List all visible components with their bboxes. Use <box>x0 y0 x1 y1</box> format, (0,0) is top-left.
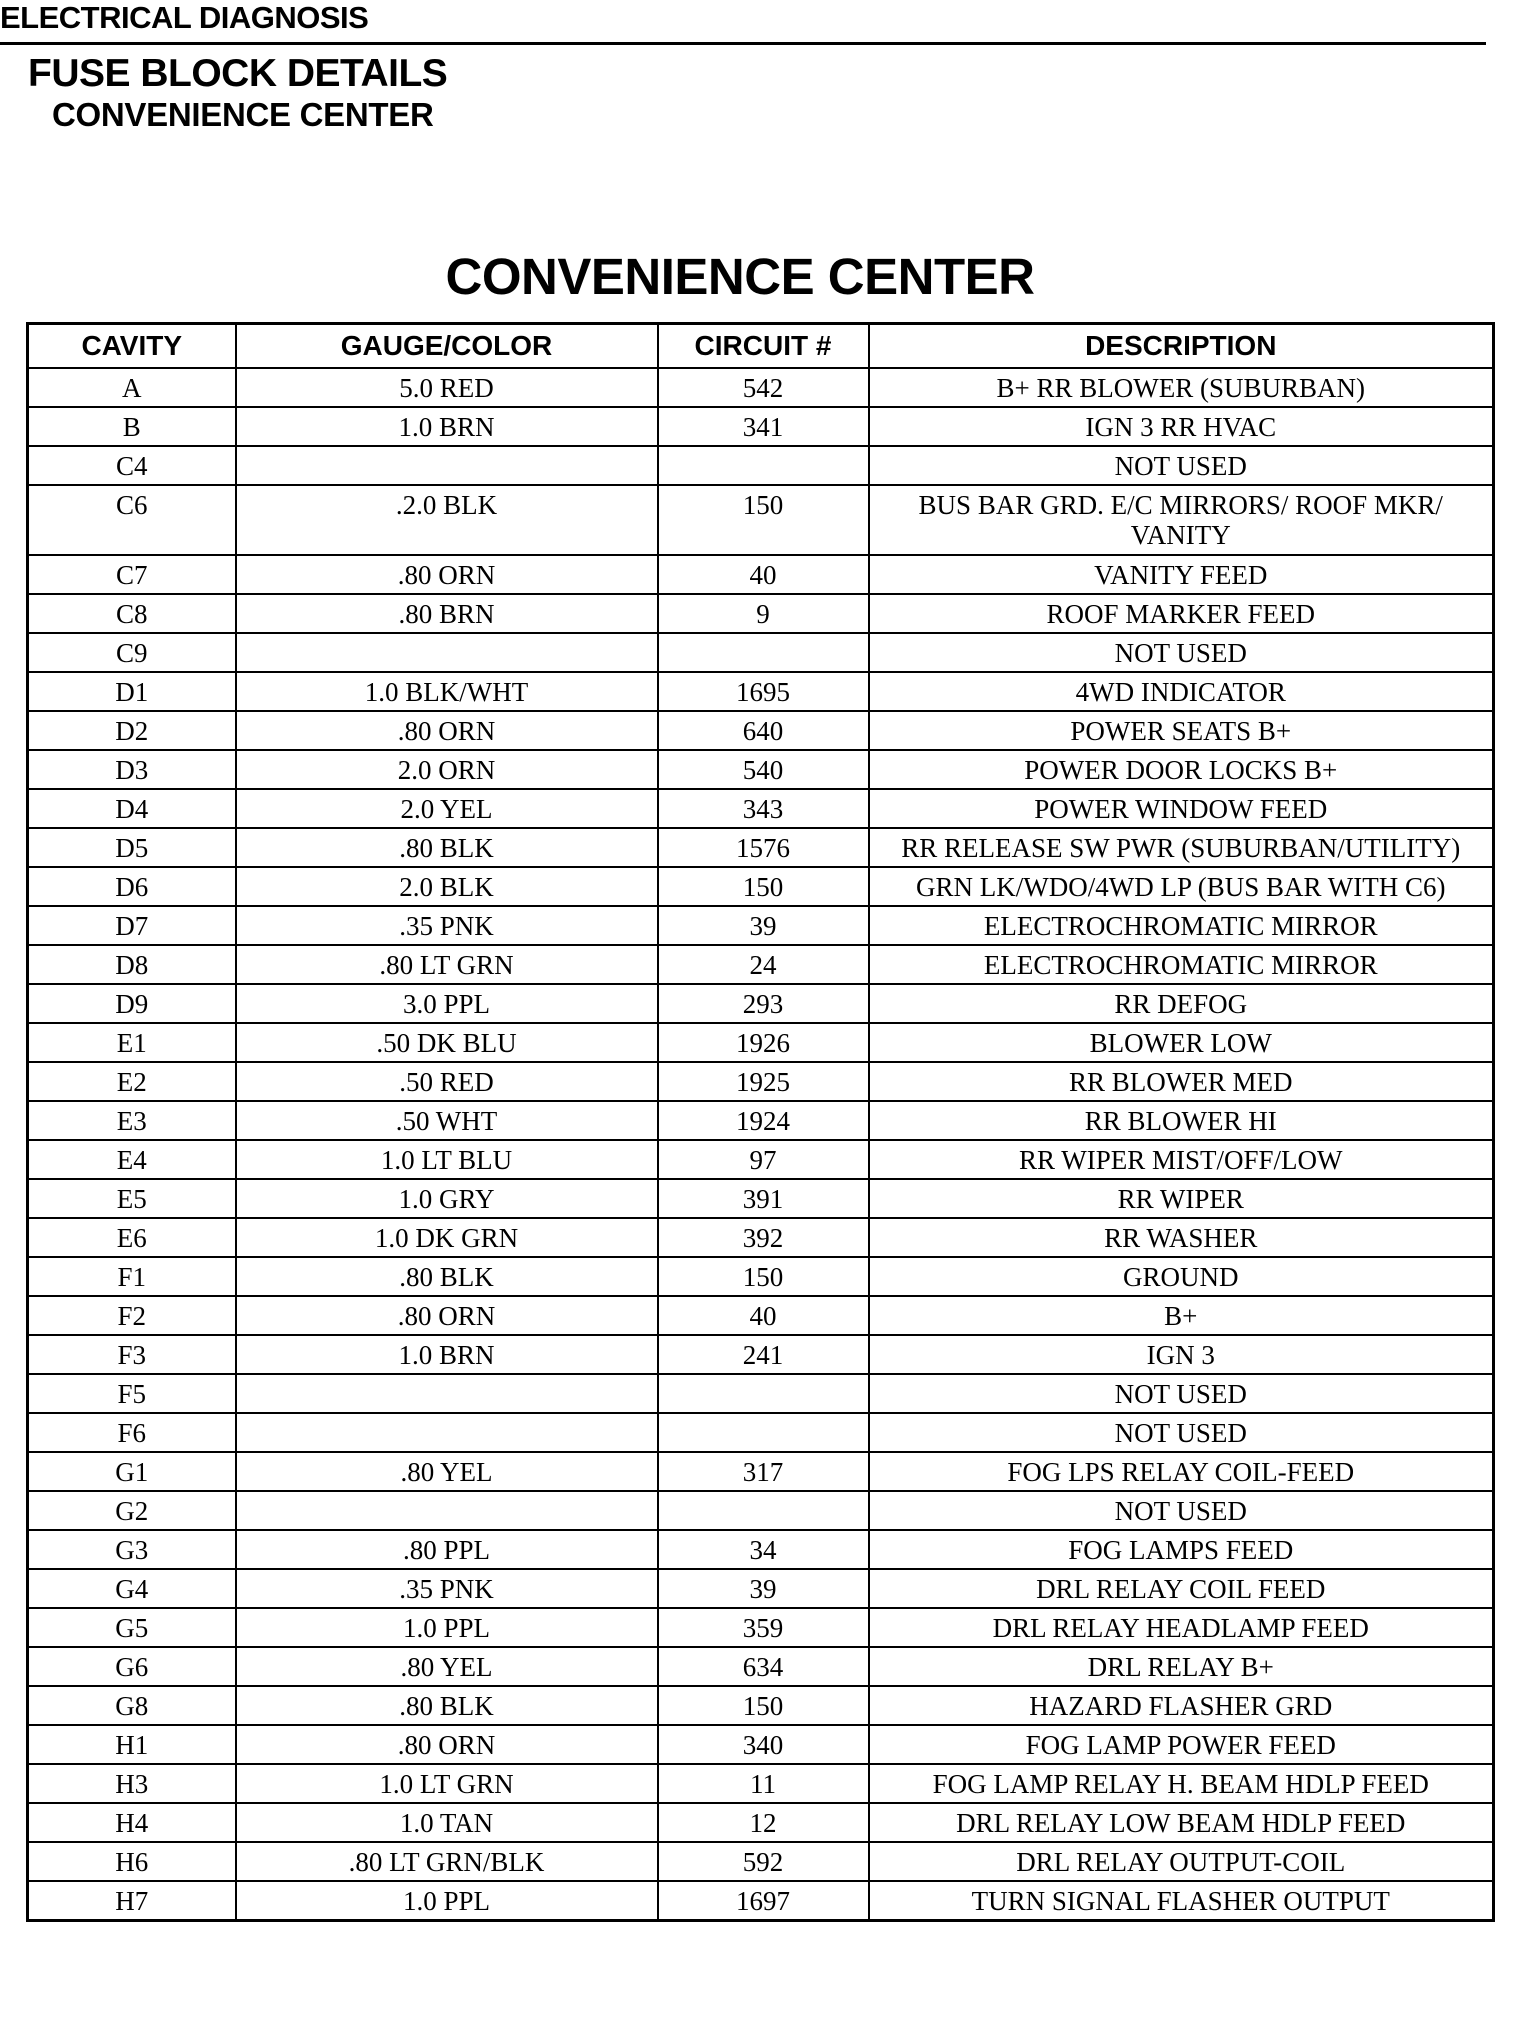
description-cell: IGN 3 RR HVAC <box>869 407 1494 446</box>
cavity-cell: G3 <box>28 1530 236 1569</box>
description-cell: NOT USED <box>869 1413 1494 1452</box>
circuit-cell <box>658 1491 869 1530</box>
cavity-cell: F3 <box>28 1335 236 1374</box>
description-cell: TURN SIGNAL FLASHER OUTPUT <box>869 1881 1494 1921</box>
table-row <box>28 1023 1494 1062</box>
cavity-cell: G5 <box>28 1608 236 1647</box>
gauge-color-cell: 2.0 BLK <box>236 867 658 906</box>
gauge-color-cell: .80 PPL <box>236 1530 658 1569</box>
description-cell: ELECTROCHROMATIC MIRROR <box>869 945 1494 984</box>
cavity-cell: G4 <box>28 1569 236 1608</box>
column-header-circuit: CIRCUIT # <box>658 324 869 369</box>
circuit-cell <box>658 446 869 485</box>
gauge-color-cell: .80 BLK <box>236 828 658 867</box>
gauge-color-cell: 2.0 YEL <box>236 789 658 828</box>
circuit-cell <box>658 1374 869 1413</box>
gauge-color-cell: .80 LT GRN <box>236 945 658 984</box>
table-row <box>28 1179 1494 1218</box>
gauge-color-cell: .80 LT GRN/BLK <box>236 1842 658 1881</box>
table-row <box>28 1140 1494 1179</box>
description-cell: POWER SEATS B+ <box>869 711 1494 750</box>
description-cell: FOG LAMP RELAY H. BEAM HDLP FEED <box>869 1764 1494 1803</box>
gauge-color-cell: 1.0 BRN <box>236 407 658 446</box>
table-row <box>28 1686 1494 1725</box>
table-row <box>28 672 1494 711</box>
circuit-cell <box>658 633 869 672</box>
cavity-cell: B <box>28 407 236 446</box>
description-cell: RR BLOWER HI <box>869 1101 1494 1140</box>
table-row <box>28 984 1494 1023</box>
cavity-cell: G1 <box>28 1452 236 1491</box>
description-cell: BUS BAR GRD. E/C MIRRORS/ ROOF MKR/ VANITY <box>869 485 1494 555</box>
circuit-cell: 317 <box>658 1452 869 1491</box>
table-row <box>28 906 1494 945</box>
description-cell: DRL RELAY HEADLAMP FEED <box>869 1608 1494 1647</box>
circuit-cell: 340 <box>658 1725 869 1764</box>
description-cell: POWER WINDOW FEED <box>869 789 1494 828</box>
description-cell: POWER DOOR LOCKS B+ <box>869 750 1494 789</box>
circuit-cell: 540 <box>658 750 869 789</box>
cavity-cell: E2 <box>28 1062 236 1101</box>
table-row <box>28 1725 1494 1764</box>
cavity-cell: C9 <box>28 633 236 672</box>
circuit-cell: 34 <box>658 1530 869 1569</box>
cavity-cell: D2 <box>28 711 236 750</box>
circuit-cell: 150 <box>658 1257 869 1296</box>
gauge-color-cell: .35 PNK <box>236 906 658 945</box>
cavity-cell: F2 <box>28 1296 236 1335</box>
circuit-cell: 392 <box>658 1218 869 1257</box>
gauge-color-cell: 5.0 RED <box>236 368 658 407</box>
table-row <box>28 711 1494 750</box>
table-row <box>28 594 1494 633</box>
circuit-cell: 343 <box>658 789 869 828</box>
table-row <box>28 633 1494 672</box>
gauge-color-cell: .50 DK BLU <box>236 1023 658 1062</box>
cavity-cell: C7 <box>28 555 236 594</box>
table-row <box>28 789 1494 828</box>
description-cell: DRL RELAY B+ <box>869 1647 1494 1686</box>
table-body <box>28 368 1494 1921</box>
gauge-color-cell: .2.0 BLK <box>236 485 658 555</box>
circuit-cell: 592 <box>658 1842 869 1881</box>
circuit-cell: 1697 <box>658 1881 869 1921</box>
description-cell: DRL RELAY COIL FEED <box>869 1569 1494 1608</box>
circuit-cell: 1576 <box>658 828 869 867</box>
table-title: CONVENIENCE CENTER <box>445 248 1035 305</box>
table-row <box>28 1101 1494 1140</box>
description-cell: GRN LK/WDO/4WD LP (BUS BAR WITH C6) <box>869 867 1494 906</box>
gauge-color-cell: 1.0 LT BLU <box>236 1140 658 1179</box>
gauge-color-cell: .35 PNK <box>236 1569 658 1608</box>
description-cell: B+ <box>869 1296 1494 1335</box>
gauge-color-cell: 1.0 PPL <box>236 1881 658 1921</box>
circuit-cell: 40 <box>658 555 869 594</box>
table-row <box>28 485 1494 555</box>
description-cell: RR RELEASE SW PWR (SUBURBAN/UTILITY) <box>869 828 1494 867</box>
circuit-cell: 391 <box>658 1179 869 1218</box>
circuit-cell: 150 <box>658 485 869 555</box>
gauge-color-cell: 1.0 DK GRN <box>236 1218 658 1257</box>
page-subtitle: CONVENIENCE CENTER <box>52 96 434 133</box>
circuit-cell: 359 <box>658 1608 869 1647</box>
column-header-description: DESCRIPTION <box>869 324 1494 369</box>
table-row <box>28 1062 1494 1101</box>
gauge-color-cell: .80 ORN <box>236 555 658 594</box>
circuit-cell: 640 <box>658 711 869 750</box>
circuit-cell: 97 <box>658 1140 869 1179</box>
circuit-cell: 24 <box>658 945 869 984</box>
cavity-cell: C8 <box>28 594 236 633</box>
description-cell: B+ RR BLOWER (SUBURBAN) <box>869 368 1494 407</box>
page-title: FUSE BLOCK DETAILS <box>28 52 448 95</box>
column-header-cavity: CAVITY <box>28 324 236 369</box>
cavity-cell: C4 <box>28 446 236 485</box>
cavity-cell: H3 <box>28 1764 236 1803</box>
description-cell: RR WIPER MIST/OFF/LOW <box>869 1140 1494 1179</box>
table-row <box>28 1881 1494 1921</box>
table-row <box>28 1452 1494 1491</box>
gauge-color-cell: .80 ORN <box>236 1296 658 1335</box>
circuit-cell: 1926 <box>658 1023 869 1062</box>
cavity-cell: G2 <box>28 1491 236 1530</box>
gauge-color-cell: 1.0 BLK/WHT <box>236 672 658 711</box>
description-cell: HAZARD FLASHER GRD <box>869 1686 1494 1725</box>
table-row <box>28 1257 1494 1296</box>
gauge-color-cell: .80 ORN <box>236 711 658 750</box>
cavity-cell: A <box>28 368 236 407</box>
circuit-cell: 150 <box>658 867 869 906</box>
cavity-cell: H4 <box>28 1803 236 1842</box>
circuit-cell: 1695 <box>658 672 869 711</box>
circuit-cell <box>658 1413 869 1452</box>
table-row <box>28 1218 1494 1257</box>
circuit-cell: 241 <box>658 1335 869 1374</box>
cavity-cell: D5 <box>28 828 236 867</box>
description-cell: FOG LAMP POWER FEED <box>869 1725 1494 1764</box>
description-cell: ROOF MARKER FEED <box>869 594 1494 633</box>
description-cell: NOT USED <box>869 633 1494 672</box>
description-cell: RR DEFOG <box>869 984 1494 1023</box>
gauge-color-cell: .80 BLK <box>236 1686 658 1725</box>
description-cell: RR WIPER <box>869 1179 1494 1218</box>
description-cell: ELECTROCHROMATIC MIRROR <box>869 906 1494 945</box>
circuit-cell: 39 <box>658 906 869 945</box>
gauge-color-cell <box>236 633 658 672</box>
circuit-cell: 9 <box>658 594 869 633</box>
circuit-cell: 634 <box>658 1647 869 1686</box>
description-cell: GROUND <box>869 1257 1494 1296</box>
description-cell: DRL RELAY LOW BEAM HDLP FEED <box>869 1803 1494 1842</box>
table-row <box>28 1569 1494 1608</box>
table-row <box>28 1335 1494 1374</box>
gauge-color-cell <box>236 1374 658 1413</box>
gauge-color-cell: .50 RED <box>236 1062 658 1101</box>
table-row <box>28 867 1494 906</box>
cavity-cell: D3 <box>28 750 236 789</box>
gauge-color-cell: 1.0 TAN <box>236 1803 658 1842</box>
table-header-row <box>28 324 1494 369</box>
circuit-cell: 12 <box>658 1803 869 1842</box>
circuit-cell: 1925 <box>658 1062 869 1101</box>
gauge-color-cell: .80 ORN <box>236 1725 658 1764</box>
gauge-color-cell: .80 YEL <box>236 1647 658 1686</box>
table-row <box>28 1647 1494 1686</box>
table-row <box>28 1764 1494 1803</box>
gauge-color-cell: .80 BLK <box>236 1257 658 1296</box>
description-cell: IGN 3 <box>869 1335 1494 1374</box>
table-row <box>28 1842 1494 1881</box>
cavity-cell: E3 <box>28 1101 236 1140</box>
circuit-cell: 150 <box>658 1686 869 1725</box>
table-row <box>28 446 1494 485</box>
circuit-cell: 1924 <box>658 1101 869 1140</box>
circuit-cell: 293 <box>658 984 869 1023</box>
column-header-gauge-color: GAUGE/COLOR <box>236 324 658 369</box>
gauge-color-cell <box>236 1413 658 1452</box>
description-cell: DRL RELAY OUTPUT-COIL <box>869 1842 1494 1881</box>
gauge-color-cell <box>236 1491 658 1530</box>
gauge-color-cell: 2.0 ORN <box>236 750 658 789</box>
circuit-cell: 40 <box>658 1296 869 1335</box>
table-row <box>28 1374 1494 1413</box>
description-cell: RR WASHER <box>869 1218 1494 1257</box>
table-row <box>28 945 1494 984</box>
description-cell: NOT USED <box>869 1374 1494 1413</box>
table-row <box>28 1803 1494 1842</box>
gauge-color-cell: 1.0 PPL <box>236 1608 658 1647</box>
convenience-center-table <box>26 322 1495 1922</box>
table-row <box>28 368 1494 407</box>
description-cell: NOT USED <box>869 446 1494 485</box>
cavity-cell: D9 <box>28 984 236 1023</box>
gauge-color-cell: .80 BRN <box>236 594 658 633</box>
description-cell: BLOWER LOW <box>869 1023 1494 1062</box>
gauge-color-cell: 1.0 GRY <box>236 1179 658 1218</box>
circuit-cell: 542 <box>658 368 869 407</box>
table-row <box>28 1413 1494 1452</box>
description-cell: 4WD INDICATOR <box>869 672 1494 711</box>
table-row <box>28 1608 1494 1647</box>
table-row <box>28 407 1494 446</box>
circuit-cell: 39 <box>658 1569 869 1608</box>
cavity-cell: D7 <box>28 906 236 945</box>
gauge-color-cell: .80 YEL <box>236 1452 658 1491</box>
description-cell: RR BLOWER MED <box>869 1062 1494 1101</box>
cavity-cell: C6 <box>28 485 236 555</box>
cavity-cell: E1 <box>28 1023 236 1062</box>
cavity-cell: E4 <box>28 1140 236 1179</box>
section-header: ELECTRICAL DIAGNOSIS <box>0 0 1486 45</box>
description-cell: FOG LAMPS FEED <box>869 1530 1494 1569</box>
description-cell: NOT USED <box>869 1491 1494 1530</box>
table-row <box>28 555 1494 594</box>
cavity-cell: E6 <box>28 1218 236 1257</box>
table-row <box>28 750 1494 789</box>
table-row <box>28 1530 1494 1569</box>
cavity-cell: G6 <box>28 1647 236 1686</box>
cavity-cell: D8 <box>28 945 236 984</box>
cavity-cell: E5 <box>28 1179 236 1218</box>
cavity-cell: D4 <box>28 789 236 828</box>
gauge-color-cell: 1.0 LT GRN <box>236 1764 658 1803</box>
gauge-color-cell: .50 WHT <box>236 1101 658 1140</box>
cavity-cell: H1 <box>28 1725 236 1764</box>
cavity-cell: D6 <box>28 867 236 906</box>
cavity-cell: F5 <box>28 1374 236 1413</box>
table-row <box>28 1491 1494 1530</box>
cavity-cell: H7 <box>28 1881 236 1921</box>
circuit-cell: 11 <box>658 1764 869 1803</box>
table-row <box>28 828 1494 867</box>
cavity-cell: F1 <box>28 1257 236 1296</box>
cavity-cell: H6 <box>28 1842 236 1881</box>
table-row <box>28 1296 1494 1335</box>
circuit-cell: 341 <box>658 407 869 446</box>
description-cell: VANITY FEED <box>869 555 1494 594</box>
gauge-color-cell: 1.0 BRN <box>236 1335 658 1374</box>
gauge-color-cell: 3.0 PPL <box>236 984 658 1023</box>
cavity-cell: F6 <box>28 1413 236 1452</box>
cavity-cell: D1 <box>28 672 236 711</box>
cavity-cell: G8 <box>28 1686 236 1725</box>
gauge-color-cell <box>236 446 658 485</box>
description-cell: FOG LPS RELAY COIL-FEED <box>869 1452 1494 1491</box>
